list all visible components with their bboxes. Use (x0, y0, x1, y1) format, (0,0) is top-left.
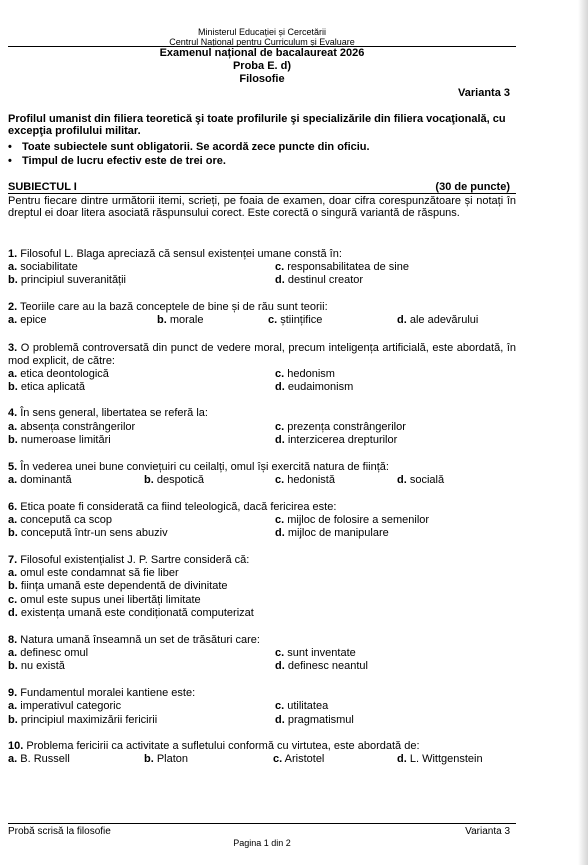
answer-option: c. hedonism (275, 368, 335, 380)
footer-rule (8, 823, 516, 824)
question-number: 8. (8, 634, 18, 646)
question-number: 9. (8, 687, 18, 699)
question-stem (8, 554, 516, 567)
answer-option: d. socială (397, 474, 445, 486)
answer-option: c. științifice (268, 314, 323, 326)
question-text: În sens general, libertatea se referă la: (20, 407, 208, 419)
answer-option: b. despotică (144, 474, 204, 486)
subject-title: Filosofie (239, 73, 285, 85)
question-text: Natura umană înseamnă un set de trăsături care: (20, 634, 260, 646)
question-number: 7. (8, 554, 18, 566)
answer-option: a. dominantă (8, 474, 72, 486)
answer-option: c. mijloc de folosire a semenilor (275, 514, 430, 526)
section-points: (30 de puncte) (435, 181, 510, 193)
proba-label: Proba E. d) (232, 60, 292, 72)
question-stem (8, 501, 516, 514)
question-text: Teoriile care au la bază conceptele de bine și de rău sunt teorii: (20, 301, 328, 313)
footer-variant: Varianta 3 (465, 826, 510, 837)
question-stem (8, 461, 516, 474)
answer-option: a. definesc omul (8, 647, 89, 659)
question-number: 5. (8, 461, 18, 473)
answer-option: c. Aristotel (273, 753, 325, 765)
rule-text: Toate subiectele sunt obligatorii. Se acordă zece puncte din oficiu. (22, 141, 370, 153)
question-text: O problemă controversată din punct de vedere moral, precum inteligența artificială, este abordată, în mod explicit, de către: (8, 342, 516, 367)
question-stem (8, 248, 516, 261)
question-text: În vederea unei bune conviețuiri cu ceilalți, omul își exercită natura de ființă: (20, 461, 389, 473)
answer-option: a. etica deontologică (8, 368, 109, 380)
question-stem (8, 407, 516, 420)
question-stem (8, 634, 516, 647)
question-text: Filosoful L. Blaga apreciază că sensul existenței umane constă în: (20, 248, 342, 260)
answer-option: b. principiul suveranității (8, 274, 127, 286)
answer-option: d. destinul creator (275, 274, 364, 286)
answer-option: d. definesc neantul (275, 660, 368, 672)
answer-option: d. ale adevărului (397, 314, 479, 326)
answer-option: b. etica aplicată (8, 381, 86, 393)
answer-option: c. omul este supus unei libertăți limitate (8, 594, 201, 606)
answer-option: a. epice (8, 314, 47, 326)
question-number: 1. (8, 248, 18, 260)
answer-option: b. Platon (144, 753, 189, 765)
answer-option: d. existența umană este condiționată computerizat (8, 607, 254, 619)
question-stem (8, 740, 516, 753)
answer-option: b. ființa umană este dependentă de divinitate (8, 580, 228, 592)
answer-option: c. utilitatea (275, 700, 329, 712)
question-stem (8, 301, 516, 314)
variant-label: Varianta 3 (458, 87, 510, 99)
section-instructions: Pentru fiecare dintre următorii itemi, scrieți, pe foaia de examen, doar cifra corespunzătoare și notați în dreptul ei doar litera asociată răspunsului corect. Este corectă o singură variantă de răspuns. (8, 195, 516, 219)
question-text: Fundamentul moralei kantiene este: (20, 687, 196, 699)
question-number: 3. (8, 342, 18, 354)
question-number: 10. (8, 740, 24, 752)
center-line: Centrul Național pentru Curriculum și Evaluare (169, 37, 355, 47)
answer-option: a. B. Russell (8, 753, 70, 765)
question-text: Filosoful existențialist J. P. Sartre consideră că: (20, 554, 250, 566)
page-number: Pagina 1 din 2 (233, 838, 291, 848)
ministry-line: Ministerul Educației și Cercetării (197, 27, 327, 37)
answer-option: b. principiul maximizării fericirii (8, 714, 158, 726)
answer-option: c. responsabilitatea de sine (275, 261, 409, 273)
page-edge-shadow (578, 0, 588, 865)
footer-subject: Probă scrisă la filosofie (8, 826, 111, 837)
answer-option: d. pragmatismul (275, 714, 354, 726)
answer-option: d. eudaimonism (275, 381, 354, 393)
answer-option: c. sunt inventate (275, 647, 356, 659)
answer-option: b. concepută într-un sens abuziv (8, 527, 168, 539)
exam-page (8, 0, 516, 865)
answer-option: b. morale (157, 314, 204, 326)
section-title: SUBIECTUL I (8, 181, 77, 193)
answer-option: c. prezența constrângerilor (275, 421, 406, 433)
answer-option: b. nu există (8, 660, 65, 672)
answer-option: d. interzicerea drepturilor (275, 434, 398, 446)
answer-option: b. numeroase limitări (8, 434, 111, 446)
question-text: Problema fericirii ca activitate a sufletului conformă cu virtutea, este abordată de: (26, 740, 420, 752)
rule-bullet: • Toate subiectele sunt obligatorii. Se acordă zece puncte din oficiu. (8, 141, 370, 153)
rule-text: Timpul de lucru efectiv este de trei ore. (22, 155, 226, 167)
question-number: 6. (8, 501, 18, 513)
question-stem (8, 342, 516, 367)
answer-option: a. absența constrângerilor (8, 421, 136, 433)
question-text: Etica poate fi considerată ca fiind teleologică, dacă fericirea este: (20, 501, 337, 513)
section-heading (8, 181, 516, 194)
answer-option: c. hedonistă (275, 474, 335, 486)
answer-option: a. omul este condamnat să fie liber (8, 567, 179, 579)
answer-option: a. imperativul categoric (8, 700, 122, 712)
answer-option: a. concepută ca scop (8, 514, 112, 526)
exam-title: Examenul național de bacalaureat 2026 (159, 47, 365, 59)
question-number: 2. (8, 301, 18, 313)
rule-bullet: • Timpul de lucru efectiv este de trei ore. (8, 155, 226, 167)
answer-option: a. sociabilitate (8, 261, 78, 273)
answer-option: d. L. Wittgenstein (397, 753, 483, 765)
question-stem (8, 687, 516, 700)
question-number: 4. (8, 407, 18, 419)
answer-option: d. mijloc de manipulare (275, 527, 389, 539)
profile-statement: Profilul umanist din filiera teoretică şi toate profilurile şi specializările din filiera vocaţională, cu excepţia profilului militar. (8, 113, 506, 137)
